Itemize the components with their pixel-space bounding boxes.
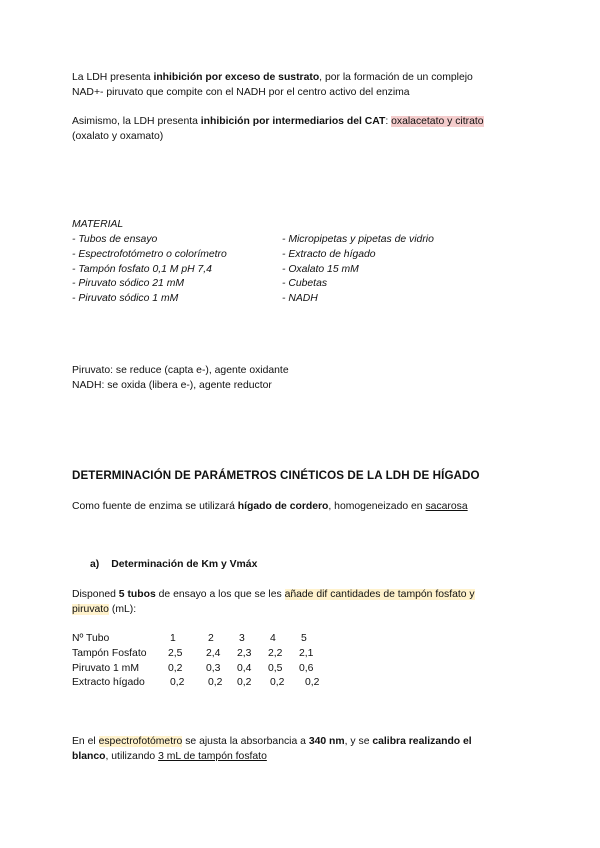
subsection-paragraph: [72, 588, 542, 618]
subsection-heading: [90, 558, 257, 573]
row-label: Extracto hígado: [72, 677, 145, 689]
material-item: - Oxalato 15 mM: [282, 263, 359, 275]
bold-text: 5 tubos: [118, 589, 156, 600]
subsection-title: Determinación de Km y Vmáx: [111, 559, 258, 570]
intro-line: [72, 115, 542, 130]
table-row: [72, 662, 329, 677]
material-item: - Tampón fosfato 0,1 M pH 7,4: [72, 263, 212, 275]
table-cell: 2,5: [168, 647, 183, 659]
table-cell: 2,2: [268, 647, 283, 659]
table-cell: 0,3: [206, 662, 221, 674]
material-title: MATERIAL: [72, 219, 124, 230]
table-cell: 0,2: [237, 677, 252, 689]
material-item: - Piruvato sódico 1 mM: [72, 293, 179, 305]
text-span: Disponed: [72, 589, 119, 600]
bold-text: 340 nm: [308, 736, 345, 747]
text-span: , homogeneizado en: [328, 501, 426, 512]
tubes-table: [72, 632, 329, 691]
material-list-right: [282, 233, 512, 307]
text-span: , utilizando: [105, 750, 159, 762]
material-item: - Espectrofotómetro o colorímetro: [72, 248, 227, 260]
intro-paragraph-2: [72, 115, 542, 145]
final-line: [72, 735, 542, 750]
section-heading: DETERMINACIÓN DE PARÁMETROS CINÉTICOS DE LA LDH DE HÍGADO: [72, 469, 480, 482]
table-row: [72, 632, 329, 647]
row-label: Tampón Fosfato: [72, 647, 147, 659]
intro-line: [72, 71, 542, 86]
bold-text: inhibición por intermediarios del CAT: [200, 116, 386, 127]
text-span: (mL):: [108, 603, 137, 615]
subsection-label: a): [90, 559, 100, 570]
redox-line: NADH: se oxida (libera e-), agente reductor: [72, 379, 272, 391]
table-row: [72, 676, 329, 691]
highlighted-text: piruvato: [72, 603, 109, 615]
highlighted-text: añade dif cantidades de tampón fosfato y: [284, 589, 475, 600]
material-item: - Micropipetas y pipetas de vidrio: [282, 234, 434, 245]
text-span: Como fuente de enzima se utilizará: [72, 501, 238, 512]
text-span: La LDH presenta: [72, 72, 154, 83]
bold-text: blanco: [72, 750, 106, 762]
text-span: En el: [72, 736, 99, 747]
text-span: :: [385, 116, 392, 127]
table-cell: 4: [270, 633, 276, 644]
underlined-text: 3 mL de tampón fosfato: [158, 750, 267, 762]
redox-line: Piruvato: se reduce (capta e-), agente oxidante: [72, 365, 289, 376]
row-label: Piruvato 1 mM: [72, 662, 139, 674]
text-span: Asimismo, la LDH presenta: [72, 116, 201, 127]
text-span: , por la formación de un complejo: [319, 72, 473, 83]
bold-text: hígado de cordero: [237, 501, 329, 512]
text-span: , y se: [344, 736, 373, 747]
table-cell: 0,6: [299, 662, 314, 674]
table-cell: 2: [208, 633, 214, 644]
table-row: [72, 647, 329, 662]
final-line: [72, 750, 542, 765]
material-list-left: [72, 233, 282, 307]
table-cell: 2,1: [299, 647, 314, 659]
bold-text: inhibición por exceso de sustrato: [153, 72, 320, 83]
material-item: - Tubos de ensayo: [72, 234, 158, 245]
underlined-text: sacarosa: [425, 501, 468, 512]
final-paragraph: [72, 735, 542, 765]
section-line: [72, 500, 542, 515]
subsection-line: [72, 588, 542, 603]
intro-line: NAD+- piruvato que compite con el NADH por el centro activo del enzima: [72, 86, 410, 98]
table-cell: 0,2: [208, 677, 223, 689]
table-cell: 0,2: [270, 677, 285, 689]
table-cell: 0,2: [170, 677, 185, 689]
text-span: de ensayo a los que se les: [155, 589, 285, 600]
table-cell: 0,5: [268, 662, 283, 674]
intro-line: (oxalato y oxamato): [72, 130, 164, 142]
material-item: - Cubetas: [282, 278, 328, 290]
table-cell: 0,2: [305, 677, 320, 689]
redox-notes: [72, 364, 542, 394]
table-cell: 0,2: [168, 662, 183, 674]
material-item: - Piruvato sódico 21 mM: [72, 278, 185, 290]
text-span: se ajusta la absorbancia a: [182, 736, 309, 747]
subsection-line: [72, 603, 542, 618]
table-cell: 3: [239, 633, 245, 644]
table-cell: 1: [170, 633, 176, 644]
section-paragraph: [72, 500, 542, 515]
table-cell: 2,3: [237, 647, 252, 659]
table-cell: 5: [301, 633, 307, 644]
highlighted-text: oxalacetato y citrato: [391, 116, 484, 127]
table-cell: 0,4: [237, 662, 252, 674]
material-item: - Extracto de hígado: [282, 248, 376, 260]
row-label: Nº Tubo: [72, 633, 110, 644]
bold-text: calibra realizando el: [372, 736, 472, 747]
highlighted-text: espectrofotómetro: [98, 736, 183, 747]
intro-paragraph-1: [72, 71, 542, 101]
material-item: - NADH: [282, 293, 318, 305]
table-cell: 2,4: [206, 647, 221, 659]
